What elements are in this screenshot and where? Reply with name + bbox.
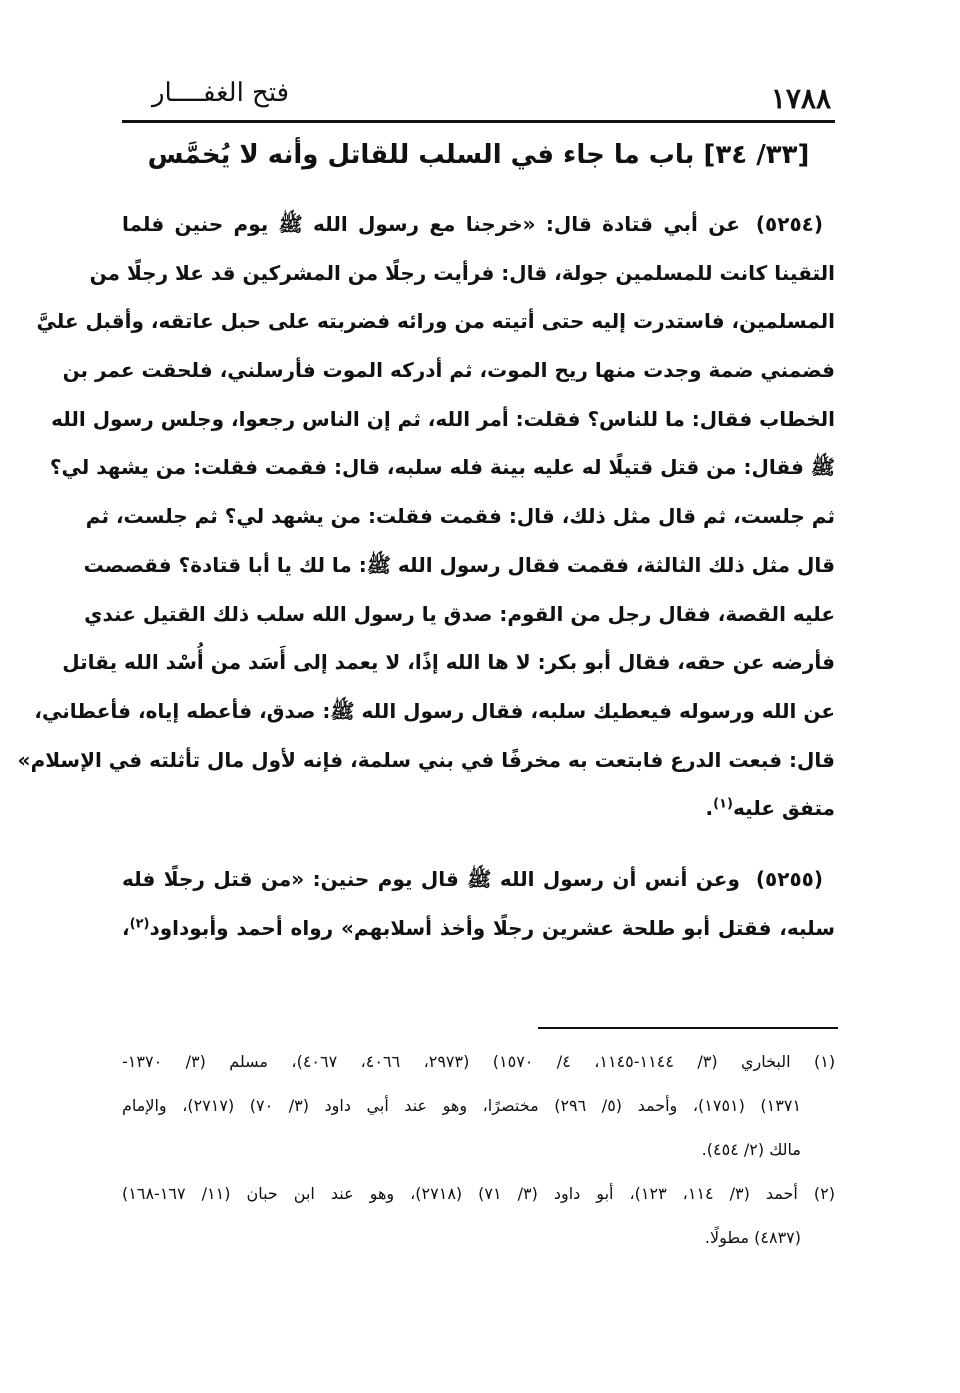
hadith-number: (٥٢٥٥) (755, 866, 823, 891)
hadith-line: عن الله ورسوله فيعطيك سلبه، فقال رسول الله ﷺ: صدق، فأعطه إياه، فأعطاني، (34, 698, 835, 723)
footnotes (122, 1040, 835, 1260)
chapter-heading: [٣٣/ ٣٤] باب ما جاء في السلب للقاتل وأنه لا يُخمَّس (147, 140, 810, 170)
footnote-separator (538, 1027, 838, 1029)
hadith-line: سلبه، فقتل أبو طلحة عشرين رجلًا وأخذ أسلابهم» رواه أحمد وأبوداود$^{(٢)}$، (122, 915, 835, 940)
main-text (17, 200, 835, 952)
hadith-line (122, 200, 835, 249)
hadith-line: فأرضه عن حقه، فقال أبو بكر: لا ها الله إذًا، لا يعمد إلى أَسَد من أُسْد الله يقاتل (62, 650, 835, 675)
hadith-line (122, 855, 835, 904)
running-title: فتح الغفــــار (152, 78, 290, 108)
hadith-line: عليه القصة، فقال رجل من القوم: صدق يا رسول الله سلب ذلك القتيل عندي (84, 601, 835, 626)
footnote-line: مالك (٢/ ٤٥٤). (701, 1140, 801, 1159)
footnote-marker[interactable]: (١) (713, 796, 733, 812)
page-number: ١٧٨٨ (770, 82, 831, 115)
hadith-line: الخطاب فقال: ما للناس؟ فقلت: أمر الله، ثم إن الناس رجعوا، وجلس رسول الله (51, 406, 835, 431)
hadith-text: وعن أنس أن رسول الله ﷺ قال يوم حنين: «من قتل رجلًا فله (122, 866, 740, 891)
hadith-line: قال: فبعت الدرع فابتعت به مخرفًا في بني سلمة، فإنه لأول مال تأثلته في الإسلام» (17, 747, 835, 772)
hadith-line: ﷺ فقال: من قتل قتيلًا له عليه بينة فله سلبه، قال: فقمت فقلت: من يشهد لي؟ (49, 455, 835, 480)
hadith-text: سلبه، فقتل أبو طلحة عشرين رجلًا وأخذ أسلابهم» رواه أحمد وأبوداود (149, 915, 835, 940)
hadith-line: متفق عليه$^{(١)}$. (705, 796, 835, 821)
footnote-line: (٤٨٣٧) مطولًا. (704, 1228, 801, 1247)
hadith-line: المسلمين، فاستدرت إليه حتى أتيته من ورائه فضربته على حبل عاتقه، وأقبل عليَّ (36, 309, 835, 334)
hadith-line: ثم جلست، ثم قال مثل ذلك، قال: فقمت فقلت: من يشهد لي؟ ثم جلست، ثم (85, 504, 835, 529)
hadith-line: قال مثل ذلك الثالثة، فقمت فقال رسول الله ﷺ: ما لك يا أبا قتادة؟ فقصصت (83, 552, 835, 577)
hadith-line: التقينا كانت للمسلمين جولة، قال: فرأيت رجلًا من المشركين قد علا رجلًا من (89, 260, 835, 285)
hadith-text: متفق عليه (732, 796, 835, 821)
hadith-number: (٥٢٥٤) (755, 212, 823, 236)
hadith-text: عن أبي قتادة قال: «خرجنا مع رسول الله ﷺ يوم حنين فلما (122, 212, 740, 236)
footnote-marker[interactable]: (٢) (129, 915, 150, 931)
footnote-line: (٢) أحمد (٣/ ١١٤، ١٢٣)، أبو داود (٣/ ٧١) (٢٧١٨)، وهو عند ابن حبان (١١/ ١٦٧-١٦٨) (122, 1184, 835, 1203)
hadith-line: فضمني ضمة وجدت منها ريح الموت، ثم أدركه الموت فأرسلني، فلحقت عمر بن (62, 358, 835, 383)
footnote-line: (١) البخاري (٣/ ١١٤٤-١١٤٥، ٤/ ١٥٧٠) (٢٩٧٣، ٤٠٦٦، ٤٠٦٧)، مسلم (٣/ ١٣٧٠- (122, 1052, 836, 1071)
page-header (122, 72, 835, 123)
footnote-line: ١٣٧١) (١٧٥١)، وأحمد (٥/ ٢٩٦) مختصرًا، وهو عند أبي داود (٣/ ٧٠) (٢٧١٧)، والإمام (122, 1096, 802, 1115)
